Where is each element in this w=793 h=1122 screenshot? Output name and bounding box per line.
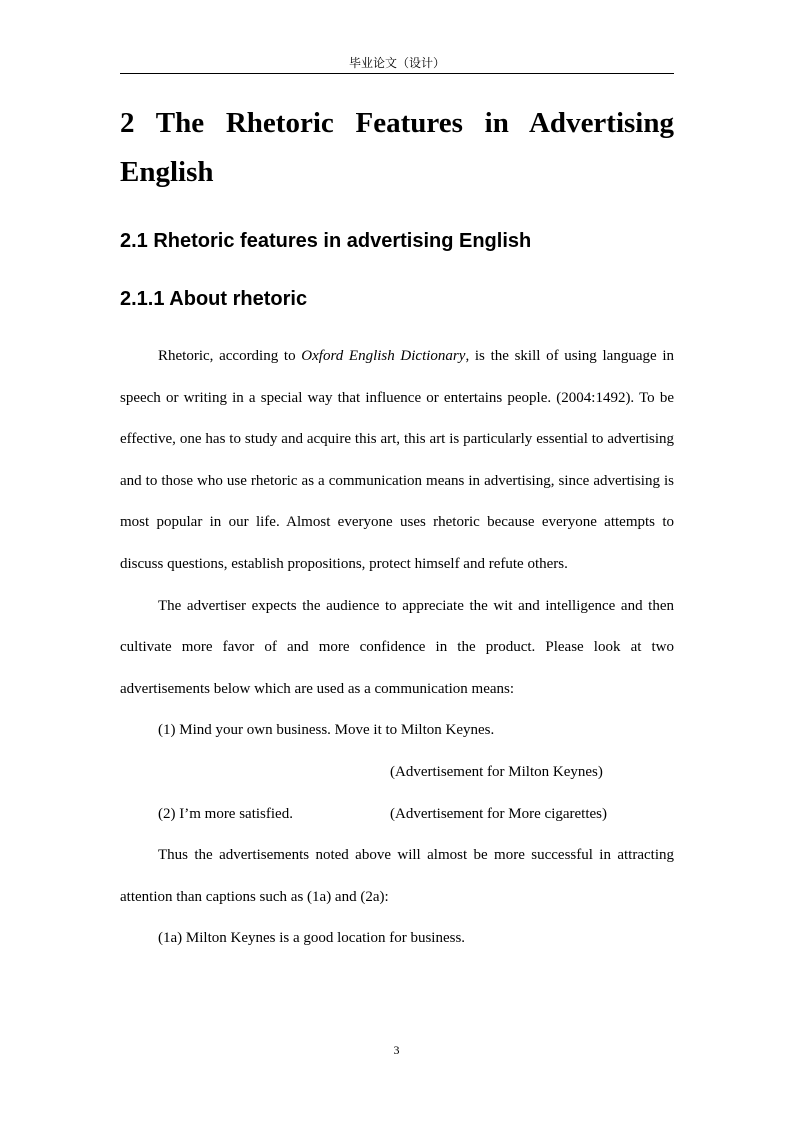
running-header: 毕业论文（设计） (348, 56, 445, 70)
example-citation: (Advertisement for More cigarettes) (390, 805, 607, 822)
subsection-heading: 2.1.1 About rhetoric (120, 288, 308, 310)
header-rule (120, 73, 674, 74)
paragraph-text: Rhetoric, according to (158, 348, 302, 364)
paragraph-text: , is the skill of using language in speech or writing in a special way that influence or entertains people. (2004:1492). To be effective, one has to study and acquire this art, this art is particularly essential to advertising and to those who use rhetoric as a communication means in advertising, since advertising is most popular in our life. Almost everyone uses rhetoric because everyone attempts to discuss questions, establish propositions, protect himself and refute others. (120, 348, 674, 572)
body-text (120, 336, 674, 960)
paragraph: The advertiser expects the audience to appreciate the wit and intelligence and then cultivate more favor of and more confidence in the product. Please look at two advertisements below which are used as a communication means: (120, 597, 674, 697)
paragraph (120, 336, 674, 586)
dictionary-title: Oxford English Dictionary (301, 348, 466, 364)
example-line: (1a) Milton Keynes is a good location for business. (158, 930, 466, 947)
example-line (120, 794, 674, 836)
page-number: 3 (393, 1043, 400, 1057)
section-heading: 2.1 Rhetoric features in advertising English (120, 230, 532, 252)
example-citation: (Advertisement for Milton Keynes) (390, 763, 603, 780)
chapter-title: 2 The Rhetoric Features in Advertising English (120, 107, 674, 188)
paragraph: Thus the advertisements noted above will almost be more successful in attracting attention than captions such as (1a) and (2a): (120, 847, 674, 905)
example-line: (1) Mind your own business. Move it to Milton Keynes. (158, 722, 495, 739)
example-text: (2) I’m more satisfied. (158, 805, 293, 822)
